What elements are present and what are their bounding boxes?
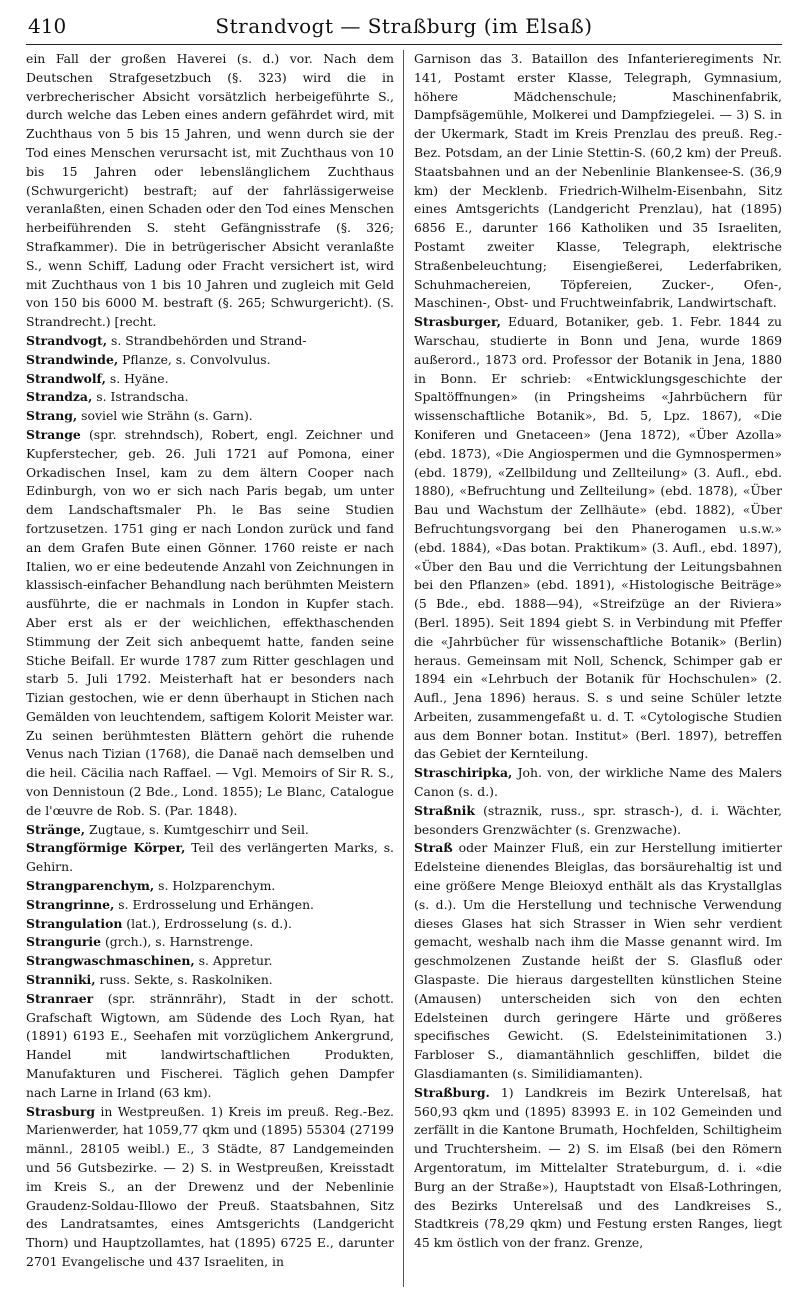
dictionary-entry [26, 426, 394, 821]
entry-headword: Strandwolf, [26, 370, 106, 386]
entry-text: Joh. von, der wirkliche Name des Malers Canon (s. d.). [414, 765, 782, 800]
entry-text: Garnison das 3. Bataillon des Infanterieregiments Nr. 141, Postamt erster Klasse, Telegraph, Gymnasium, höhere Mädchenschule; Maschinenfabrik, Dampfsägemühle, Molkerei und Dampfziegelei. — 3) S. in der Ukermark, Stadt im Kreis Prenzlau des preuß. Reg.-Bez. Potsdam, an der Linie Stettin-S. (60,2 km) der Preuß. Staatsbahnen und an der Nebenlinie Blankensee-S. (36,9 km) der Mecklenb. Friedrich-Wilhelm-Eisenbahn, Sitz eines Amtsgerichts (Landgericht Prenzlau), hat (1895) 6856 E., darunter 166 Katholiken und 35 Israeliten, Postamt zweiter Klasse, Telegraph, elektrische Straßenbeleuchtung; Eisengießerei, Lederfabriken, Schuhmachereien, Töpfereien, Zucker-, Ofen-, Maschinen-, Obst- und Fruchtweinfabrik, Landwirtschaft. [414, 51, 782, 311]
dictionary-entry [26, 332, 394, 351]
entry-text: s. Appretur. [194, 953, 273, 969]
dictionary-entry [26, 915, 394, 934]
dictionary-page [26, 10, 782, 1295]
entry-text: (spr. strehndsch), Robert, engl. Zeichner und Kupferstecher, geb. 26. Juli 1721 auf Pomona, einer Orkadischen Insel, kam zu dem ältern Cooper nach Edinburgh, von wo er sich nach Paris begab, um unter dem Landschaftsmaler Ph. le Bas seine Studien fortzusetzen. 1751 ging er nach London zurück und fand an dem Grafen Bute einen Gönner. 1760 reiste er nach Italien, wo er eine bedeutende Anzahl von Zeichnungen in klassisch-einfacher Behandlung nach berühmten Meistern ausführte, die er nachmals in London in Kupfer stach. Aber erst als er der weichlichen, effekthaschenden Stimmung der Zeit sich anbequemt hatte, fanden seine Stiche Beifall. Er wurde 1787 zum Ritter geschlagen und starb 5. Juli 1792. Meisterhaft hat er besonders nach Tizian gestochen, wie er denn überhaupt in Stichen nach Gemälden von leuchtendem, saftigem Kolorit Meister war. Zu seinen berühmtesten Blättern gehört die ruhende Venus nach Tizian (1768), die Danaë nach demselben und die heil. Cäcilia nach Raffael. — Vgl. Memoirs of Sir R. S., von Dennistoun (2 Bde., Lond. 1855); Le Blanc, Catalogue de l'œuvre de Rob. S. (Par. 1848). [26, 426, 394, 818]
entry-text: Eduard, Botaniker, geb. 1. Febr. 1844 zu Warschau, studierte in Bonn und Jena, wurde 1869 außerord., 1873 ord. Professor der Botanik in Jena, 1880 in Bonn. Er schrieb: «Entwicklungsgeschichte der Spaltöffnungen» (in Pringsheims «Jahrbüchern für wissenschaftliche Botanik», Bd. 5, Lpz. 1867), «Die Koniferen und Gnetaceen» (Jena 1872), «Über Azolla» (ebd. 1873), «Die Angiospermen und die Gymnospermen» (ebd. 1879), «Zellbildung und Zellteilung» (3. Aufl., ebd. 1880), «Befruchtung und Zellteilung» (ebd. 1878), «Über Bau und Wachstum der Zellhäute» (ebd. 1882), «Über Befruchtungsvorgang bei den Phanerogamen u.s.w.» (ebd. 1884), «Das botan. Praktikum» (3. Aufl., ebd. 1897), «Über den Bau und die Verrichtung der Leitungsbahnen bei den Pflanzen» (ebd. 1891), «Histologische Beiträge» (5 Bde., ebd. 1888—94), «Streifzüge an der Riviera» (Berl. 1895). Seit 1894 giebt S. in Verbindung mit Pfeffer die «Jahrbücher für wissenschaftliche Botanik» (Berlin) heraus. Gemeinsam mit Noll, Schenck, Schimper gab er 1894 ein «Lehrbuch der Botanik für Hochschulen» (2. Aufl., Jena 1896) heraus. S. s und seine Schüler letzte Arbeiten, zusammengefaßt u. d. T. «Cytologische Studien aus dem Bonner botan. Institut» (Berl. 1897), betreffen das Gebiet der Kernteilung. [414, 314, 782, 762]
entry-headword: Strandza, [26, 389, 93, 405]
entry-text: s. Strandbehörden und Strand- [107, 332, 307, 348]
running-title: Strandvogt — Straßburg (im Elsaß) [215, 14, 593, 38]
entry-text: s. Hyäne. [105, 370, 169, 386]
entry-headword: Strandwinde, [26, 351, 119, 367]
entry-text: soviel wie Strähn (s. Garn). [77, 408, 253, 424]
dictionary-entry [26, 933, 394, 952]
entry-headword: Stränge, [26, 821, 86, 837]
entry-text: (straznik, russ., spr. strasch-), d. i. Wächter, besonders Grenzwächter (s. Grenzwache). [414, 802, 782, 837]
entry-text: Zugtaue, s. Kumtgeschirr und Seil. [85, 821, 309, 837]
dictionary-entry [414, 839, 782, 1083]
dictionary-entry [26, 388, 394, 407]
entry-headword: Strangulation [26, 915, 123, 931]
entry-text: s. Istrandscha. [92, 389, 189, 405]
dictionary-entry [26, 952, 394, 971]
entry-headword: Strasburger, [414, 314, 501, 330]
entry-text: s. Erdrosselung und Erhängen. [114, 896, 314, 912]
entry-text: Pflanze, s. Convolvulus. [118, 351, 271, 367]
entry-headword: Strangparenchym, [26, 878, 155, 894]
page-number: 410 [28, 14, 67, 38]
entry-text: (spr. strännrähr), Stadt in der schott. Grafschaft Wigtown, am Südende des Loch Ryan, hat (1891) 6193 E., Seehafen mit vorzüglichem Ankergrund, Handel mit landwirtschaftlichen Produkten, Manufakturen und Fischerei. Täglich gehen Dampfer nach Larne in Irland (63 km). [26, 990, 394, 1100]
dictionary-entry [26, 407, 394, 426]
entry-text: (lat.), Erdrosselung (s. d.). [122, 915, 292, 931]
entry-text: Teil des verlängerten Marks, s. Gehirn. [26, 840, 394, 875]
entry-headword: Straschiripka, [414, 765, 513, 781]
dictionary-entry [26, 370, 394, 389]
column-divider [403, 50, 404, 1287]
dictionary-entry [26, 990, 394, 1103]
entry-text: (grch.), s. Harnstrenge. [101, 934, 254, 950]
entry-headword: Strangrinne, [26, 896, 115, 912]
entry-text: s. Holzparenchym. [154, 878, 276, 894]
dictionary-entry [26, 877, 394, 896]
left-column [26, 50, 394, 1295]
text-columns [26, 50, 782, 1295]
entry-text: oder Mainzer Fluß, ein zur Herstellung imitierter Edelsteine dienendes Bleiglas, das borsäurehaltig ist und eine größere Menge Bleioxyd enthält als das Krystallglas (s. d.). Um die Herstellung und technische Verwendung dieses Glases hat sich Strasser in Wien sehr verdient gemacht, weshalb nach ihm die Masse genannt wird. Im geschmolzenen Zustande heißt der S. Glasfluß oder Glaspaste. Die hieraus dargestellten künstlichen Steine (Amausen) unterscheiden sich von den echten Edelsteinen durch geringere Härte und größeres specifisches Gewicht. (S. Edelsteinimitationen 3.) Farbloser S., diamantähnlich geschliffen, bildet die Glasdiamanten (s. Similidiamanten). [414, 840, 782, 1082]
dictionary-entry [26, 351, 394, 370]
entry-headword: Straßnik [414, 802, 475, 818]
entry-headword: Stranraer [26, 990, 94, 1006]
dictionary-entry [26, 50, 394, 332]
entry-text: ein Fall der großen Haverei (s. d.) vor. Nach dem Deutschen Strafgesetzbuch (§. 323) wird die in verbrecherischer Absicht vorsätzlich herbeigeführte S., durch welche das Leben eines andern gefährdet wird, mit Zuchthaus von 5 bis 15 Jahren, und wenn durch sie der Tod eines Menschen verursacht ist, mit Zuchthaus von 10 bis 15 Jahren oder lebenslänglichem Zuchthaus (Schwurgericht) bestraft; auf der fahrlässigerweise veranlaßten, einen Schaden oder den Tod eines Menschen herbeiführenden S. steht Gefängnisstrafe (§. 326; Strafkammer). Die in betrügerischer Absicht veranlaßte S., wenn Schiff, Ladung oder Fracht versichert ist, wird mit Zuchthaus von 1 bis 10 Jahren und zugleich mit Geld von 150 bis 6000 M. bestraft (§. 265; Schwurgericht). (S. Strandrecht.) [recht. [26, 51, 394, 330]
dictionary-entry [414, 802, 782, 840]
dictionary-entry [26, 1103, 394, 1272]
entry-text: in Westpreußen. 1) Kreis im preuß. Reg.-Bez. Marienwerder, hat 1059,77 qkm und (1895) 55304 (27199 männl., 28105 weibl.) E., 3 Städte, 87 Landgemeinden und 56 Gutsbezirke. — 2) S. in Westpreußen, Kreisstadt im Kreis S., an der Drewenz und der Nebenlinie Graudenz-Soldau-Illowo der Preuß. Staatsbahnen, Sitz des Landratsamtes, eines Amtsgerichts (Landgericht Thorn) und Hauptzollamtes, hat (1895) 6725 E., darunter 2701 Evangelische und 437 Israeliten, in [26, 1103, 394, 1269]
dictionary-entry [414, 50, 782, 313]
entry-headword: Stranniki, [26, 972, 96, 988]
entry-headword: Strangwaschmaschinen, [26, 953, 195, 969]
entry-text: russ. Sekte, s. Raskolniken. [95, 972, 273, 988]
dictionary-entry [26, 839, 394, 877]
entry-headword: Straßburg. [414, 1084, 490, 1100]
right-column [414, 50, 782, 1295]
entry-headword: Straß [414, 840, 453, 856]
dictionary-entry [414, 764, 782, 802]
page-header [26, 10, 782, 45]
entry-headword: Strangförmige Körper, [26, 840, 186, 856]
dictionary-entry [414, 313, 782, 764]
dictionary-entry [26, 971, 394, 990]
entry-headword: Strangurie [26, 934, 102, 950]
dictionary-entry [414, 1084, 782, 1253]
dictionary-entry [26, 821, 394, 840]
entry-headword: Strang, [26, 408, 78, 424]
entry-text: 1) Landkreis im Bezirk Unterelsaß, hat 560,93 qkm und (1895) 83993 E. in 102 Gemeinden und zerfällt in die Kantone Brumath, Hochfelden, Schiltigheim und Truchtersheim. — 2) S. im Elsaß (bei den Römern Argentoratum, im Mittelalter Strateburgum, d. i. «die Burg an der Straße»), Hauptstadt von Elsaß-Lothringen, des Bezirks Unterelsaß und des Landkreises S., Stadtkreis (78,29 qkm) und Festung ersten Ranges, liegt 45 km östlich von der franz. Grenze, [414, 1084, 782, 1251]
dictionary-entry [26, 896, 394, 915]
entry-headword: Strandvogt, [26, 332, 108, 348]
entry-headword: Strasburg [26, 1103, 96, 1119]
entry-headword: Strange [26, 426, 81, 442]
